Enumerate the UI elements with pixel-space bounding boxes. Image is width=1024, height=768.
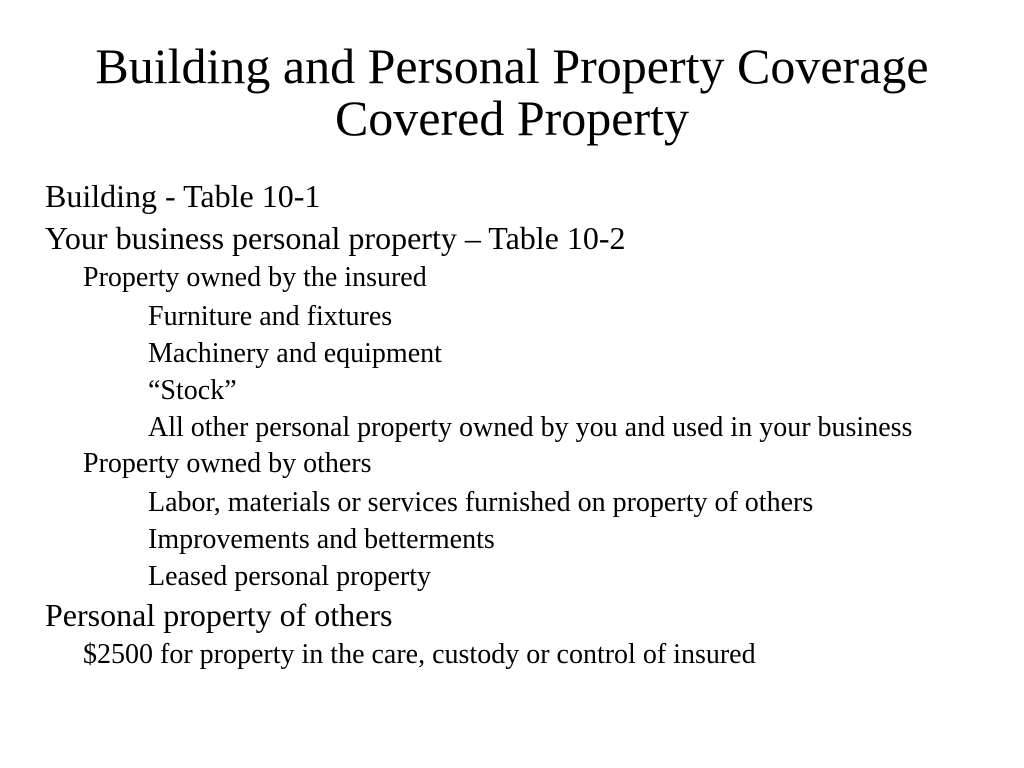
title-line-1: Building and Personal Property Coverage: [95, 38, 929, 94]
sub-sub-bullet-improvements: Improvements and betterments: [148, 524, 495, 555]
sub-sub-bullet-furniture: Furniture and fixtures: [148, 301, 393, 332]
sub-bullet-2500-limit: $2500 for property in the care, custody or control of insured: [83, 639, 756, 670]
sub-bullet-owned-by-others: Property owned by others: [83, 448, 372, 479]
sub-sub-bullet-other-personal-property: All other personal property owned by you and used in your business: [148, 412, 913, 443]
sub-sub-bullet-machinery: Machinery and equipment: [148, 338, 442, 369]
bullet-list: [0, 178, 1024, 671]
sub-sub-bullet-labor-materials: Labor, materials or services furnished on property of others: [148, 487, 814, 518]
sub-sub-bullet-leased-property: Leased personal property: [148, 561, 431, 592]
bullet-personal-property-of-others: Personal property of others: [45, 597, 393, 633]
sub-bullet-owned-by-insured: Property owned by the insured: [83, 262, 427, 293]
bullet-business-personal-property: Your business personal property – Table 10-2: [45, 220, 626, 256]
bullet-building: Building - Table 10-1: [45, 178, 321, 214]
sub-sub-bullet-stock: “Stock”: [148, 375, 237, 406]
slide-title: [0, 40, 1024, 144]
title-line-2: Covered Property: [334, 90, 690, 146]
